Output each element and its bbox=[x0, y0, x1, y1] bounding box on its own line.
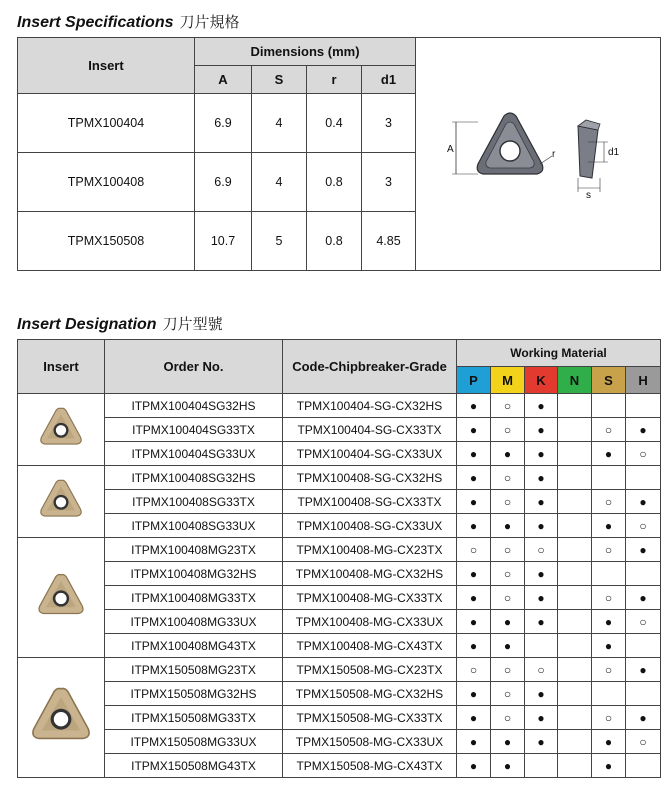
material-k-suitability: ● bbox=[525, 418, 558, 442]
spec-insert-name: TPMX100408 bbox=[18, 153, 195, 212]
material-p-suitability: ● bbox=[457, 586, 491, 610]
insert-thumbnail-icon bbox=[29, 684, 93, 748]
code-chipbreaker-grade: TPMX100404-SG-CX33TX bbox=[283, 418, 457, 442]
material-m-suitability: ● bbox=[491, 730, 525, 754]
material-h-suitability bbox=[626, 394, 661, 418]
insert-thumbnail-hole-inner bbox=[56, 425, 66, 435]
order-number: ITPMX150508MG33UX bbox=[105, 730, 283, 754]
material-m-suitability: ○ bbox=[491, 586, 525, 610]
material-n-suitability bbox=[558, 706, 592, 730]
material-n-suitability bbox=[558, 730, 592, 754]
material-n-suitability bbox=[558, 514, 592, 538]
material-k-suitability: ● bbox=[525, 586, 558, 610]
material-k-suitability: ● bbox=[525, 490, 558, 514]
insert-thumbnail-icon bbox=[36, 571, 86, 621]
material-s-suitability bbox=[592, 682, 626, 706]
order-number: ITPMX100408MG43TX bbox=[105, 634, 283, 658]
spec-value-s: 4 bbox=[252, 94, 307, 153]
material-k-suitability: ● bbox=[525, 682, 558, 706]
order-number: ITPMX100408MG23TX bbox=[105, 538, 283, 562]
spec-title-en: Insert Specifications bbox=[17, 14, 174, 31]
material-h-suitability bbox=[626, 562, 661, 586]
material-p-suitability: ● bbox=[457, 490, 491, 514]
spec-insert-name: TPMX100404 bbox=[18, 94, 195, 153]
order-number: ITPMX100408SG32HS bbox=[105, 466, 283, 490]
material-h-suitability: ● bbox=[626, 418, 661, 442]
material-m-suitability: ○ bbox=[491, 466, 525, 490]
spec-table bbox=[17, 37, 661, 271]
material-p-suitability: ● bbox=[457, 634, 491, 658]
material-m-suitability: ○ bbox=[491, 562, 525, 586]
desig-header-order: Order No. bbox=[105, 340, 283, 394]
code-chipbreaker-grade: TPMX100408-MG-CX43TX bbox=[283, 634, 457, 658]
order-number: ITPMX100408MG32HS bbox=[105, 562, 283, 586]
material-p-suitability: ○ bbox=[457, 538, 491, 562]
designation-row bbox=[18, 586, 661, 610]
code-chipbreaker-grade: TPMX150508-MG-CX33TX bbox=[283, 706, 457, 730]
spec-title-cn: 刀片規格 bbox=[179, 13, 240, 31]
material-k-header: K bbox=[525, 367, 558, 394]
material-p-suitability: ● bbox=[457, 706, 491, 730]
material-m-suitability: ● bbox=[491, 754, 525, 778]
spec-header-d1: d1 bbox=[362, 66, 416, 94]
order-number: ITPMX150508MG32HS bbox=[105, 682, 283, 706]
material-m-suitability: ○ bbox=[491, 538, 525, 562]
designation-row bbox=[18, 706, 661, 730]
material-n-suitability bbox=[558, 634, 592, 658]
designation-row bbox=[18, 610, 661, 634]
material-h-suitability bbox=[626, 466, 661, 490]
designation-body bbox=[18, 394, 661, 778]
spec-diagram-cell bbox=[416, 38, 661, 271]
desig-title-en: Insert Designation bbox=[17, 316, 157, 333]
material-k-suitability bbox=[525, 754, 558, 778]
designation-row bbox=[18, 562, 661, 586]
material-h-suitability: ● bbox=[626, 586, 661, 610]
material-h-suitability: ○ bbox=[626, 442, 661, 466]
insert-thumbnail-icon bbox=[38, 405, 84, 451]
code-chipbreaker-grade: TPMX100408-SG-CX33UX bbox=[283, 514, 457, 538]
material-n-suitability bbox=[558, 490, 592, 514]
insert-thumbnail-icon bbox=[38, 477, 84, 523]
material-h-suitability bbox=[626, 634, 661, 658]
designation-table bbox=[17, 339, 661, 778]
dim-a-label: A bbox=[447, 143, 454, 155]
material-p-suitability: ● bbox=[457, 562, 491, 586]
order-number: ITPMX100404SG32HS bbox=[105, 394, 283, 418]
material-n-suitability bbox=[558, 754, 592, 778]
material-m-suitability: ○ bbox=[491, 490, 525, 514]
material-h-header: H bbox=[626, 367, 661, 394]
designation-row bbox=[18, 634, 661, 658]
designation-row bbox=[18, 394, 661, 418]
code-chipbreaker-grade: TPMX150508-MG-CX23TX bbox=[283, 658, 457, 682]
code-chipbreaker-grade: TPMX100404-SG-CX32HS bbox=[283, 394, 457, 418]
material-h-suitability bbox=[626, 754, 661, 778]
desig-header-code: Code-Chipbreaker-Grade bbox=[283, 340, 457, 394]
material-s-suitability bbox=[592, 562, 626, 586]
material-k-suitability: ○ bbox=[525, 538, 558, 562]
designation-row bbox=[18, 418, 661, 442]
insert-image-cell bbox=[18, 658, 105, 778]
insert-thumbnail-hole-inner bbox=[55, 593, 66, 604]
spec-value-a: 6.9 bbox=[195, 94, 252, 153]
insert-thumbnail-hole-inner bbox=[56, 497, 66, 507]
material-n-suitability bbox=[558, 586, 592, 610]
order-number: ITPMX100408MG33UX bbox=[105, 610, 283, 634]
insert-image-cell bbox=[18, 466, 105, 538]
material-s-header: S bbox=[592, 367, 626, 394]
material-m-suitability: ● bbox=[491, 610, 525, 634]
spec-header-s: S bbox=[252, 66, 307, 94]
insert-image-cell bbox=[18, 538, 105, 658]
material-k-suitability: ● bbox=[525, 706, 558, 730]
dim-d1-label: d1 bbox=[608, 146, 620, 158]
spec-header-insert: Insert bbox=[18, 38, 195, 94]
spec-value-d1: 4.85 bbox=[362, 212, 416, 271]
designation-row bbox=[18, 466, 661, 490]
designation-row bbox=[18, 514, 661, 538]
material-h-suitability: ○ bbox=[626, 514, 661, 538]
material-m-suitability: ○ bbox=[491, 706, 525, 730]
spec-value-s: 4 bbox=[252, 153, 307, 212]
material-h-suitability: ● bbox=[626, 538, 661, 562]
material-n-suitability bbox=[558, 658, 592, 682]
spec-value-r: 0.8 bbox=[307, 153, 362, 212]
material-n-suitability bbox=[558, 418, 592, 442]
spec-value-r: 0.4 bbox=[307, 94, 362, 153]
material-p-suitability: ● bbox=[457, 514, 491, 538]
material-s-suitability bbox=[592, 394, 626, 418]
designation-row bbox=[18, 682, 661, 706]
material-k-suitability: ● bbox=[525, 514, 558, 538]
order-number: ITPMX100408MG33TX bbox=[105, 586, 283, 610]
order-number: ITPMX100404SG33TX bbox=[105, 418, 283, 442]
material-n-suitability bbox=[558, 562, 592, 586]
designation-row bbox=[18, 442, 661, 466]
material-s-suitability: ○ bbox=[592, 658, 626, 682]
code-chipbreaker-grade: TPMX100408-SG-CX32HS bbox=[283, 466, 457, 490]
material-s-suitability: ○ bbox=[592, 418, 626, 442]
material-s-suitability: ○ bbox=[592, 586, 626, 610]
code-chipbreaker-grade: TPMX100408-MG-CX33UX bbox=[283, 610, 457, 634]
code-chipbreaker-grade: TPMX100408-MG-CX23TX bbox=[283, 538, 457, 562]
spec-value-s: 5 bbox=[252, 212, 307, 271]
material-s-suitability bbox=[592, 466, 626, 490]
material-p-suitability: ○ bbox=[457, 658, 491, 682]
material-p-suitability: ● bbox=[457, 682, 491, 706]
material-p-suitability: ● bbox=[457, 610, 491, 634]
insert-center-hole bbox=[500, 141, 520, 161]
material-p-suitability: ● bbox=[457, 754, 491, 778]
material-p-header: P bbox=[457, 367, 491, 394]
material-h-suitability: ● bbox=[626, 490, 661, 514]
spec-section-title bbox=[17, 11, 240, 32]
order-number: ITPMX100404SG33UX bbox=[105, 442, 283, 466]
material-k-suitability: ● bbox=[525, 442, 558, 466]
insert-dimension-diagram bbox=[438, 108, 638, 198]
code-chipbreaker-grade: TPMX100408-MG-CX32HS bbox=[283, 562, 457, 586]
material-s-suitability: ○ bbox=[592, 706, 626, 730]
material-p-suitability: ● bbox=[457, 466, 491, 490]
material-m-suitability: ○ bbox=[491, 418, 525, 442]
material-h-suitability: ○ bbox=[626, 610, 661, 634]
material-s-suitability: ● bbox=[592, 730, 626, 754]
material-n-header: N bbox=[558, 367, 592, 394]
designation-row bbox=[18, 538, 661, 562]
insert-side-view bbox=[578, 126, 598, 178]
material-s-suitability: ● bbox=[592, 754, 626, 778]
material-p-suitability: ● bbox=[457, 442, 491, 466]
desig-section-title bbox=[17, 313, 223, 334]
material-k-suitability: ○ bbox=[525, 658, 558, 682]
designation-row bbox=[18, 754, 661, 778]
material-k-suitability: ● bbox=[525, 394, 558, 418]
code-chipbreaker-grade: TPMX150508-MG-CX32HS bbox=[283, 682, 457, 706]
order-number: ITPMX150508MG33TX bbox=[105, 706, 283, 730]
desig-header-working-material: Working Material bbox=[457, 340, 661, 367]
material-n-suitability bbox=[558, 610, 592, 634]
material-p-suitability: ● bbox=[457, 730, 491, 754]
code-chipbreaker-grade: TPMX150508-MG-CX43TX bbox=[283, 754, 457, 778]
desig-title-cn: 刀片型號 bbox=[162, 315, 223, 333]
material-s-suitability: ○ bbox=[592, 538, 626, 562]
material-n-suitability bbox=[558, 394, 592, 418]
dim-r-label: r bbox=[552, 148, 556, 160]
material-p-suitability: ● bbox=[457, 418, 491, 442]
insert-image-cell bbox=[18, 394, 105, 466]
material-m-suitability: ○ bbox=[491, 658, 525, 682]
code-chipbreaker-grade: TPMX100408-MG-CX33TX bbox=[283, 586, 457, 610]
designation-row bbox=[18, 730, 661, 754]
material-k-suitability: ● bbox=[525, 466, 558, 490]
material-m-suitability: ○ bbox=[491, 682, 525, 706]
spec-header-r: r bbox=[307, 66, 362, 94]
material-h-suitability bbox=[626, 682, 661, 706]
material-n-suitability bbox=[558, 442, 592, 466]
material-n-suitability bbox=[558, 538, 592, 562]
spec-value-r: 0.8 bbox=[307, 212, 362, 271]
material-m-suitability: ● bbox=[491, 514, 525, 538]
material-s-suitability: ● bbox=[592, 610, 626, 634]
spec-value-d1: 3 bbox=[362, 94, 416, 153]
code-chipbreaker-grade: TPMX100404-SG-CX33UX bbox=[283, 442, 457, 466]
order-number: ITPMX150508MG23TX bbox=[105, 658, 283, 682]
order-number: ITPMX100408SG33UX bbox=[105, 514, 283, 538]
material-s-suitability: ● bbox=[592, 634, 626, 658]
insert-thumbnail-hole-inner bbox=[54, 712, 68, 726]
desig-header-insert: Insert bbox=[18, 340, 105, 394]
material-k-suitability: ● bbox=[525, 610, 558, 634]
material-h-suitability: ● bbox=[626, 706, 661, 730]
material-k-suitability bbox=[525, 634, 558, 658]
material-n-suitability bbox=[558, 682, 592, 706]
material-s-suitability: ● bbox=[592, 442, 626, 466]
material-h-suitability: ● bbox=[626, 658, 661, 682]
code-chipbreaker-grade: TPMX150508-MG-CX33UX bbox=[283, 730, 457, 754]
material-h-suitability: ○ bbox=[626, 730, 661, 754]
spec-header-a: A bbox=[195, 66, 252, 94]
material-s-suitability: ● bbox=[592, 514, 626, 538]
spec-value-d1: 3 bbox=[362, 153, 416, 212]
dim-s-label: s bbox=[586, 189, 592, 198]
designation-row bbox=[18, 490, 661, 514]
material-k-suitability: ● bbox=[525, 562, 558, 586]
material-n-suitability bbox=[558, 466, 592, 490]
spec-value-a: 6.9 bbox=[195, 153, 252, 212]
spec-insert-name: TPMX150508 bbox=[18, 212, 195, 271]
material-p-suitability: ● bbox=[457, 394, 491, 418]
material-m-suitability: ● bbox=[491, 442, 525, 466]
order-number: ITPMX100408SG33TX bbox=[105, 490, 283, 514]
spec-header-dimensions: Dimensions (mm) bbox=[195, 38, 416, 66]
material-s-suitability: ○ bbox=[592, 490, 626, 514]
code-chipbreaker-grade: TPMX100408-SG-CX33TX bbox=[283, 490, 457, 514]
material-k-suitability: ● bbox=[525, 730, 558, 754]
spec-value-a: 10.7 bbox=[195, 212, 252, 271]
dim-r-leader bbox=[540, 156, 552, 164]
designation-row bbox=[18, 658, 661, 682]
material-m-suitability: ● bbox=[491, 634, 525, 658]
material-m-header: M bbox=[491, 367, 525, 394]
material-m-suitability: ○ bbox=[491, 394, 525, 418]
order-number: ITPMX150508MG43TX bbox=[105, 754, 283, 778]
